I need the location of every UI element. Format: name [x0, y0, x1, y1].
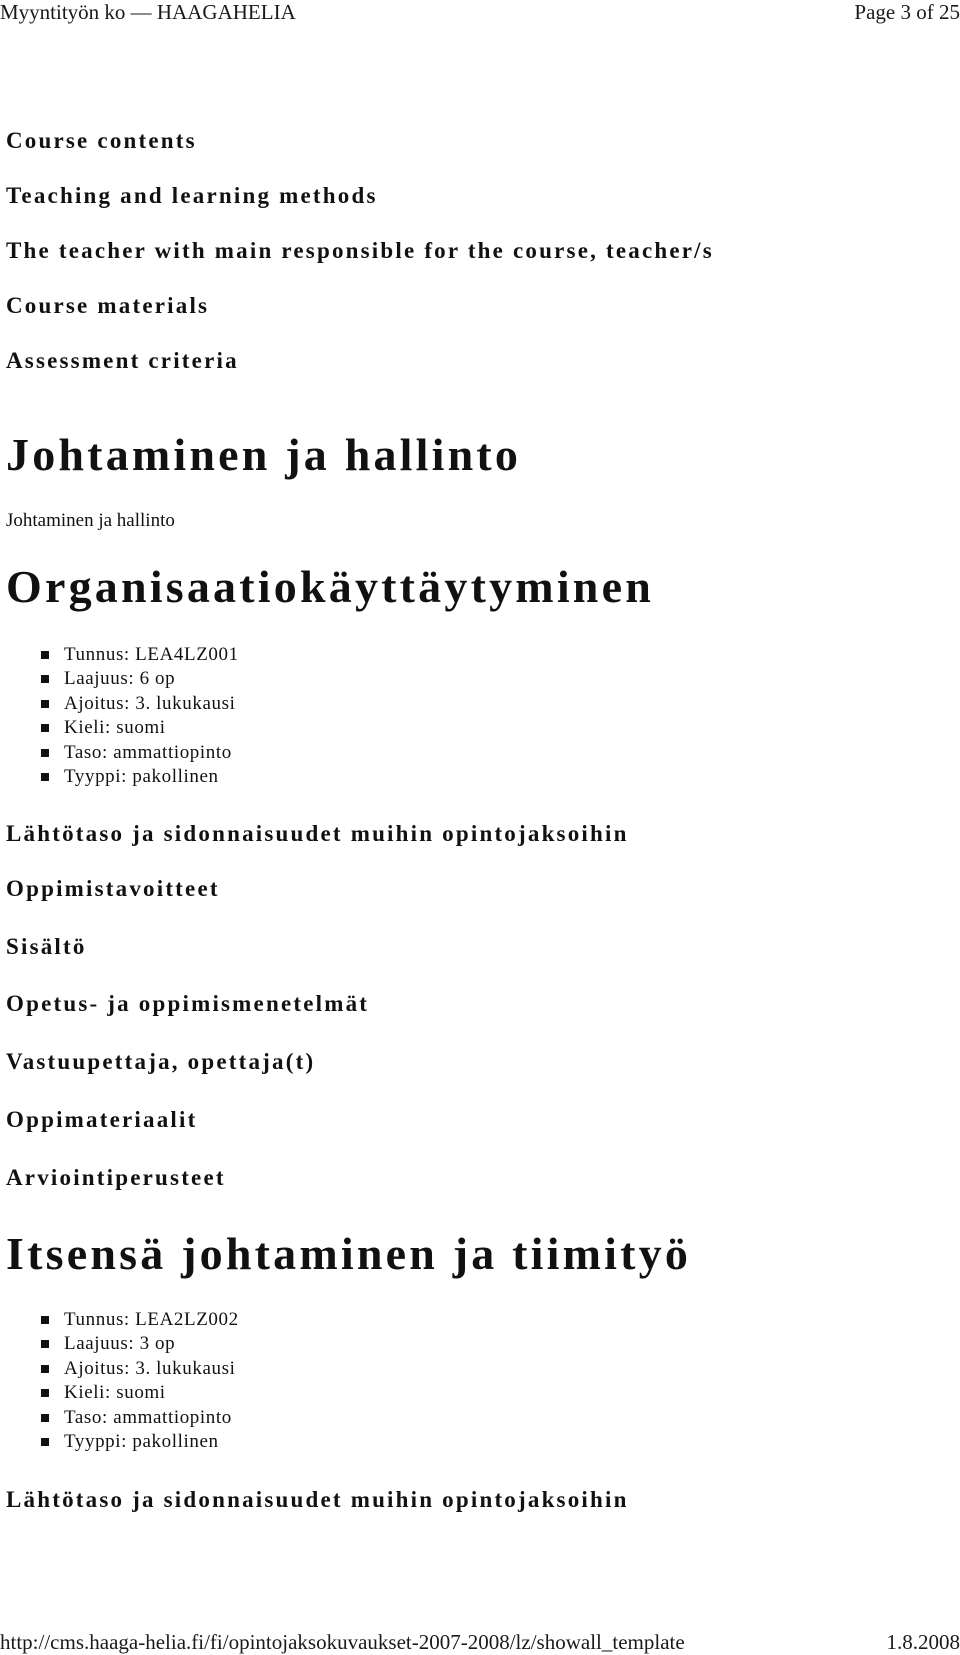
heading-learning-objectives: Oppimistavoitteet [6, 876, 220, 902]
heading-assessment: Arviointiperusteet [6, 1165, 226, 1191]
list-item: Taso: ammattiopinto [38, 1406, 239, 1430]
list-item: Taso: ammattiopinto [38, 741, 239, 765]
bullet-icon [41, 651, 49, 659]
bullet-icon [41, 1438, 49, 1446]
bullet-icon [41, 700, 49, 708]
list-item: Tyyppi: pakollinen [38, 1430, 239, 1454]
bullet-icon [41, 1365, 49, 1373]
bullet-icon [41, 675, 49, 683]
bullet-icon [41, 1316, 49, 1324]
bullet-icon [41, 724, 49, 732]
list-item: Tunnus: LEA4LZ001 [38, 643, 239, 667]
heading-course-contents: Course contents [6, 128, 197, 154]
list-item: Ajoitus: 3. lukukausi [38, 692, 239, 716]
list-item: Kieli: suomi [38, 716, 239, 740]
page-footer [0, 1630, 960, 1654]
footer-url: http://cms.haaga-helia.fi/fi/opintojaksokuvaukset-2007-2008/lz/showall_template [0, 1630, 685, 1655]
page-header [0, 0, 960, 28]
course-meta-list [38, 643, 239, 789]
heading-course-materials: Course materials [6, 293, 209, 319]
heading-materials: Oppimateriaalit [6, 1107, 197, 1133]
section-subtitle: Johtaminen ja hallinto [6, 510, 175, 532]
list-item: Laajuus: 6 op [38, 667, 239, 691]
section-title: Johtaminen ja hallinto [6, 428, 521, 481]
footer-date: 1.8.2008 [887, 1630, 960, 1655]
heading-responsible-teacher: The teacher with main responsible for the course, teacher/s [6, 238, 714, 264]
list-item: Kieli: suomi [38, 1381, 239, 1405]
list-item: Laajuus: 3 op [38, 1332, 239, 1356]
bullet-icon [41, 1340, 49, 1348]
list-item: Tyyppi: pakollinen [38, 765, 239, 789]
heading-teaching-methods-fi: Opetus- ja oppimismenetelmät [6, 991, 369, 1017]
heading-prerequisites: Lähtötaso ja sidonnaisuudet muihin opintojaksoihin [6, 821, 629, 847]
bullet-icon [41, 749, 49, 757]
heading-content: Sisältö [6, 934, 87, 960]
document-title: Myyntityön ko — HAAGAHELIA [0, 0, 296, 25]
heading-assessment-criteria: Assessment criteria [6, 348, 239, 374]
heading-teaching-methods: Teaching and learning methods [6, 183, 378, 209]
bullet-icon [41, 1414, 49, 1422]
course-meta-list [38, 1308, 239, 1454]
course-title: Organisaatiokäyttäytyminen [6, 560, 654, 613]
heading-prerequisites: Lähtötaso ja sidonnaisuudet muihin opintojaksoihin [6, 1487, 629, 1513]
heading-responsible-teacher-fi: Vastuupettaja, opettaja(t) [6, 1049, 315, 1075]
list-item: Ajoitus: 3. lukukausi [38, 1357, 239, 1381]
course-title: Itsensä johtaminen ja tiimityö [6, 1227, 691, 1280]
bullet-icon [41, 1389, 49, 1397]
page-number: Page 3 of 25 [854, 0, 960, 25]
list-item: Tunnus: LEA2LZ002 [38, 1308, 239, 1332]
bullet-icon [41, 773, 49, 781]
